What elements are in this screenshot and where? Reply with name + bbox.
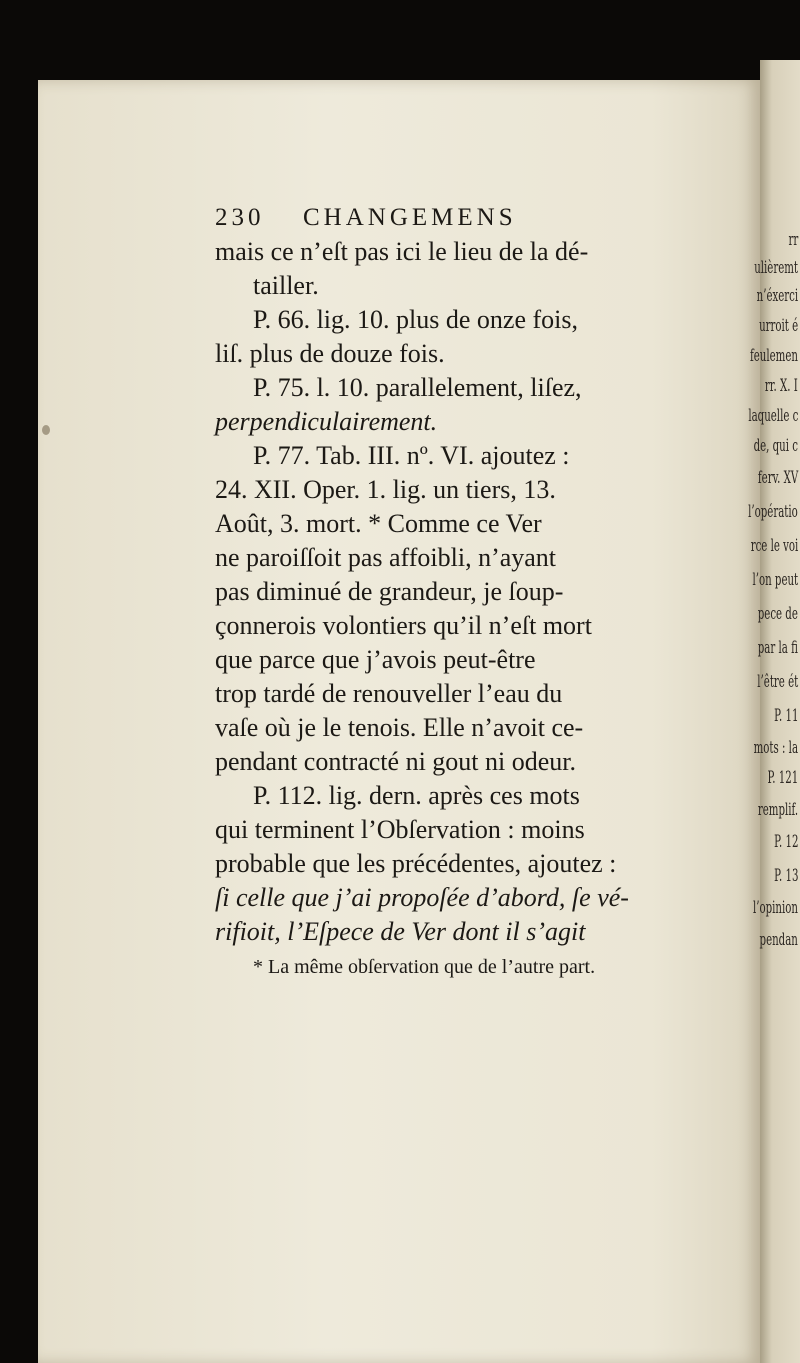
text-line: qui terminent l’Obſervation : moins: [215, 815, 585, 844]
text-line: mais ce n’eſt pas ici le lieu de la dé-: [215, 237, 589, 266]
facing-page-fragment: remplif.: [757, 800, 798, 820]
facing-page-fragment: l’on peut: [752, 570, 798, 590]
facing-page-fragment: rce le voi: [750, 536, 798, 556]
facing-page-fragment: laquelle c: [748, 406, 798, 426]
text-line: çonnerois volontiers qu’il n’eſt mort: [215, 611, 592, 640]
facing-page-edge: [748, 60, 800, 1363]
text-line: 24. XII. Oper. 1. lig. un tiers, 13.: [215, 475, 556, 504]
facing-page-fragment: par la fi: [757, 638, 798, 658]
text-line: pendant contracté ni gout ni odeur.: [215, 747, 577, 776]
text-line: P. 75. l. 10. parallelement, liſez,: [253, 373, 582, 402]
ink-stain: [42, 425, 50, 435]
facing-page-fragment: pendan: [759, 930, 798, 950]
text-line: liſ. plus de douze fois.: [215, 339, 445, 368]
text-line: que parce que j’avois peut-être: [215, 645, 536, 674]
facing-page-fragment: de, qui c: [753, 436, 798, 456]
facing-page-fragment: l’opératio: [748, 502, 798, 522]
text-line: Août, 3. mort. * Comme ce Ver: [215, 509, 542, 538]
facing-page-fragment: urroit é: [758, 316, 798, 336]
facing-page-fragment: feulemen: [750, 346, 798, 366]
text-line: rifioit, l’Eſpece de Ver dont il s’agit: [215, 917, 586, 946]
facing-page-fragment: n’éxerci: [756, 286, 798, 306]
text-line: P. 112. lig. dern. après ces mots: [253, 781, 580, 810]
text-line: probable que les précédentes, ajoutez :: [215, 849, 617, 878]
text-line: trop tardé de renouveller l’eau du: [215, 679, 563, 708]
text-line: ne paroiſſoit pas affoibli, n’ayant: [215, 543, 557, 572]
facing-page-fragment: l’être ét: [757, 672, 798, 692]
facing-page-fragment: rr: [788, 230, 798, 250]
facing-page-fragment: ulièremt: [754, 258, 798, 278]
text-line: P. 77. Tab. III. nº. VI. ajoutez :: [253, 441, 570, 470]
facing-page-fragment: ferv. XV: [757, 468, 798, 488]
facing-page-fragment: P. 13: [773, 866, 798, 886]
facing-page-fragment: pece de: [757, 604, 798, 624]
text-line: ſi celle que j’ai propoſée d’abord, ſe vé-: [215, 883, 629, 912]
facing-page-fragment: P. 121: [767, 768, 798, 788]
facing-page-fragment: rr. X. I: [765, 376, 798, 396]
text-line: vaſe où je le tenois. Elle n’avoit ce-: [215, 713, 584, 742]
facing-page-fragment: mots : la: [753, 738, 798, 758]
facing-page-fragment: P. 11: [773, 706, 798, 726]
text-line: tailler.: [253, 271, 319, 300]
footnote: * La même obſervation que de l’autre part.: [253, 956, 596, 978]
facing-page-fragment: l’opinion: [753, 898, 798, 918]
text-line: P. 66. lig. 10. plus de onze fois,: [253, 305, 578, 334]
facing-page-fragment: P. 12: [773, 832, 798, 852]
page-number: 230: [215, 204, 265, 231]
running-title: CHANGEMENS: [303, 204, 517, 231]
running-head: [215, 205, 517, 230]
text-line: perpendiculairement.: [215, 407, 438, 436]
text-line: pas diminué de grandeur, je ſoup-: [215, 577, 564, 606]
